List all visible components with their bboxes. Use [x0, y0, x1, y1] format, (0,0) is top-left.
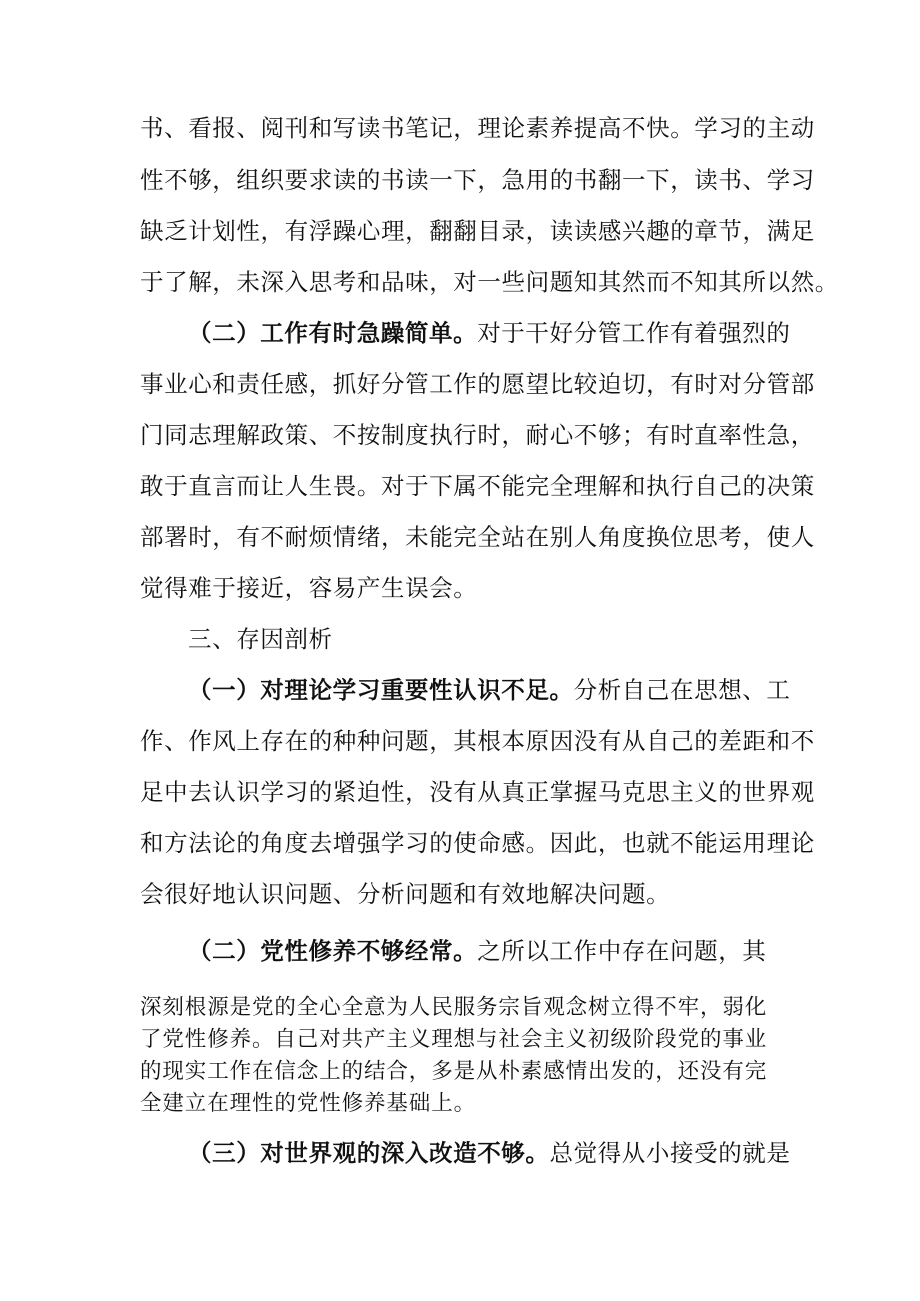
paragraph-4-first-line-text: 之所以工作中存在问题，其 [477, 937, 767, 965]
paragraph-5-first-line [188, 1138, 838, 1168]
section-3-title: 三、存因剖析 [188, 625, 333, 653]
paragraph-3-line-4: 和方法论的角度去增强学习的使命感。因此，也就不能运用理论 [140, 829, 815, 857]
paragraph-3-heading: （一）对理论学习重要性认识不足。 [188, 676, 574, 704]
paragraph-3-first-line-text: 分析自己在思想、工 [573, 676, 791, 704]
paragraph-2-line-5: 部署时，有不耐烦情绪，未能完全站在别人角度换位思考，使人 [140, 523, 815, 551]
paragraph-4-line-3: 了党性修养。自己对共产主义理想与社会主义初级阶段党的事业 [140, 1027, 768, 1052]
paragraph-1-line-1: 书、看报、阅刊和写读书笔记，理论素养提高不快。学习的主动 [140, 114, 815, 142]
paragraph-2-line-6: 觉得难于接近，容易产生误会。 [140, 574, 478, 602]
paragraph-5-heading: （三）对世界观的深入改造不够。 [188, 1139, 550, 1167]
paragraph-4-heading: （二）党性修养不够经常。 [188, 937, 478, 965]
paragraph-2-first-line [188, 318, 838, 348]
paragraph-2-line-3: 门同志理解政策、不按制度执行时，耐心不够；有时直率性急， [140, 421, 815, 449]
paragraph-1-line-3: 缺乏计划性，有浮躁心理，翻翻目录，读读感兴趣的章节，满足 [140, 217, 815, 245]
paragraph-3-line-2: 作、作风上存在的种种问题，其根本原因没有从自己的差距和不 [140, 727, 815, 755]
paragraph-4-line-5: 全建立在理性的党性修养基础上。 [140, 1091, 477, 1116]
paragraph-2-line-2: 事业心和责任感，抓好分管工作的愿望比较迫切，有时对分管部 [140, 370, 815, 398]
paragraph-4-line-2: 深刻根源是党的全心全意为人民服务宗旨观念树立得不牢，弱化 [140, 995, 768, 1020]
paragraph-5-first-line-text: 总觉得从小接受的就是 [549, 1139, 791, 1167]
paragraph-3-first-line [188, 675, 838, 705]
paragraph-4-first-line [188, 936, 838, 966]
paragraph-1-line-4: 于了解，未深入思考和品味，对一些问题知其然而不知其所以然。 [140, 268, 839, 296]
paragraph-2-first-line-text: 对于干好分管工作有着强烈的 [477, 319, 791, 347]
paragraph-4-line-4: 的现实工作在信念上的结合，多是从朴素感情出发的，还没有完 [140, 1059, 768, 1084]
paragraph-3-line-3: 足中去认识学习的紧迫性，没有从真正掌握马克思主义的世界观 [140, 778, 815, 806]
paragraph-3-line-5: 会很好地认识问题、分析问题和有效地解决问题。 [140, 880, 671, 908]
paragraph-2-line-4: 敢于直言而让人生畏。对于下属不能完全理解和执行自己的决策 [140, 472, 815, 500]
paragraph-1-line-2: 性不够，组织要求读的书读一下，急用的书翻一下，读书、学习 [140, 166, 815, 194]
paragraph-2-heading: （二）工作有时急躁简单。 [188, 319, 478, 347]
